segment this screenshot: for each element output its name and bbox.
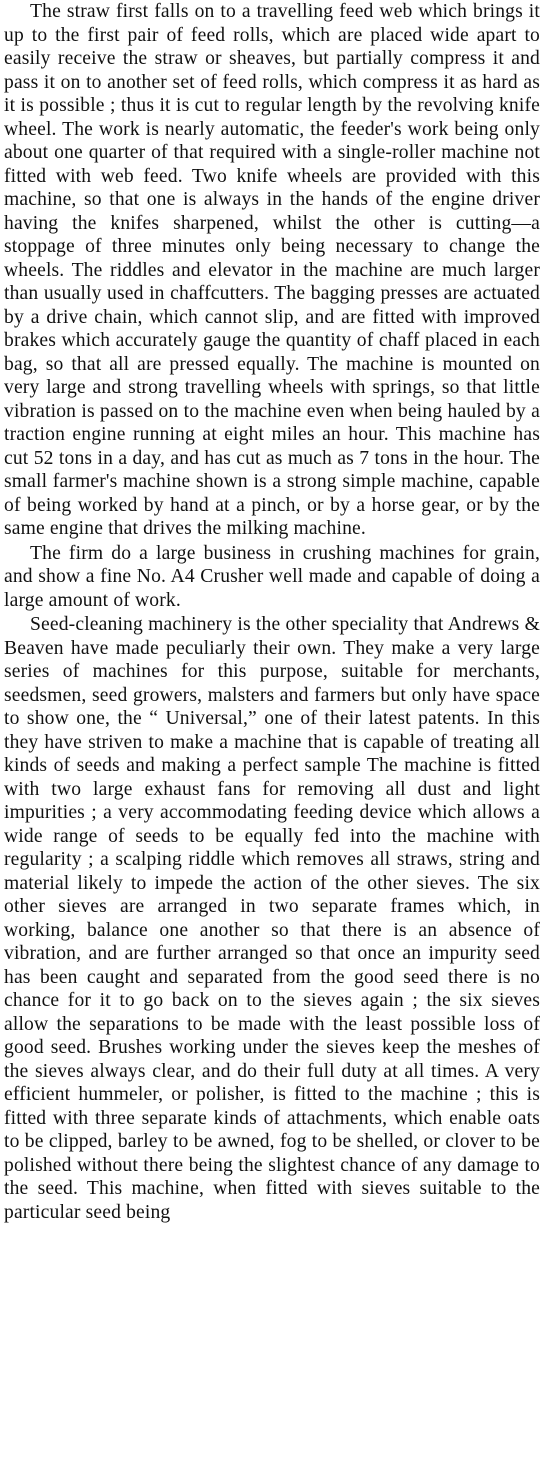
paragraph-chaffcutter: The straw first falls on to a travelling feed web which brings it up to the first pair of feed rolls, which are placed wide apart to easily receive the straw or sheaves, but partially compress it and pass it on to another set of feed rolls, which compress it as hard as it is possible ; thus it is cut to regular length by the revolving knife wheel. The work is nearly automatic, the feeder's work being only about one quarter of that required with a single-roller machine not fitted with web feed. Two knife wheels are provided with this machine, so that one is always in the hands of the engine driver having the knifes sharpened, whilst the other is cutting—a stoppage of three minutes only being necessary to change the wheels. The riddles and elevator in the machine are much larger than usually used in chaffcutters. The bagging presses are actuated by a drive chain, which cannot slip, and are fitted with improved brakes which accurately gauge the quantity of chaff placed in each bag, so that all are pressed equally. The machine is mounted on very large and strong travelling wheels with springs, so that little vibration is passed on to the machine even when being hauled by a traction engine running at eight miles an hour. This machine has cut 52 tons in a day, and has cut as much as 7 tons in the hour. The small farmer's machine shown is a strong simple machine, capable of being worked by hand at a pinch, or by a horse gear, or by the same engine that drives the milking machine.	[4, 1, 540, 539]
paragraph-crushing-machines: The firm do a large business in crushing machines for grain, and show a fine No. A4 Crusher well made and capable of doing a large amount of work.	[4, 542, 540, 611]
paragraph-seed-cleaning: Seed-cleaning machinery is the other speciality that Andrews & Beaven have made peculiarly their own. They make a very large series of machines for this purpose, suitable for merchants, seedsmen, seed growers, malsters and farmers but only have space to show one, the “ Universal,” one of their latest patents. In this they have striven to make a machine that is capable of treating all kinds of seeds and making a perfect sample The machine is fitted with two large exhaust fans for removing all dust and light impurities ; a very accommodating feeding device which allows a wide range of seeds to be equally fed into the machine with regularity ; a scalping riddle which removes all straws, string and material likely to impede the action of the other sieves. The six other sieves are arranged in two separate frames which, in working, balance one another so that there is an absence of vibration, and are further arranged so that once an impurity seed has been caught and separated from the good seed there is no chance for it to go back on to the sieves again ; the six sieves allow the separations to be made with the least possible loss of good seed. Brushes working under the sieves keep the meshes of the sieves always clear, and do their full duty at all times. A very efficient hummeler, or polisher, is fitted to the machine ; this is fitted with three separate kinds of attachments, which enable oats to be clipped, barley to be awned, fog to be shelled, or clover to be polished without there being the slightest chance of any damage to the seed. This machine, when fitted with sieves suitable to the particular seed being	[4, 614, 540, 1223]
document-page	[4, 0, 540, 1484]
